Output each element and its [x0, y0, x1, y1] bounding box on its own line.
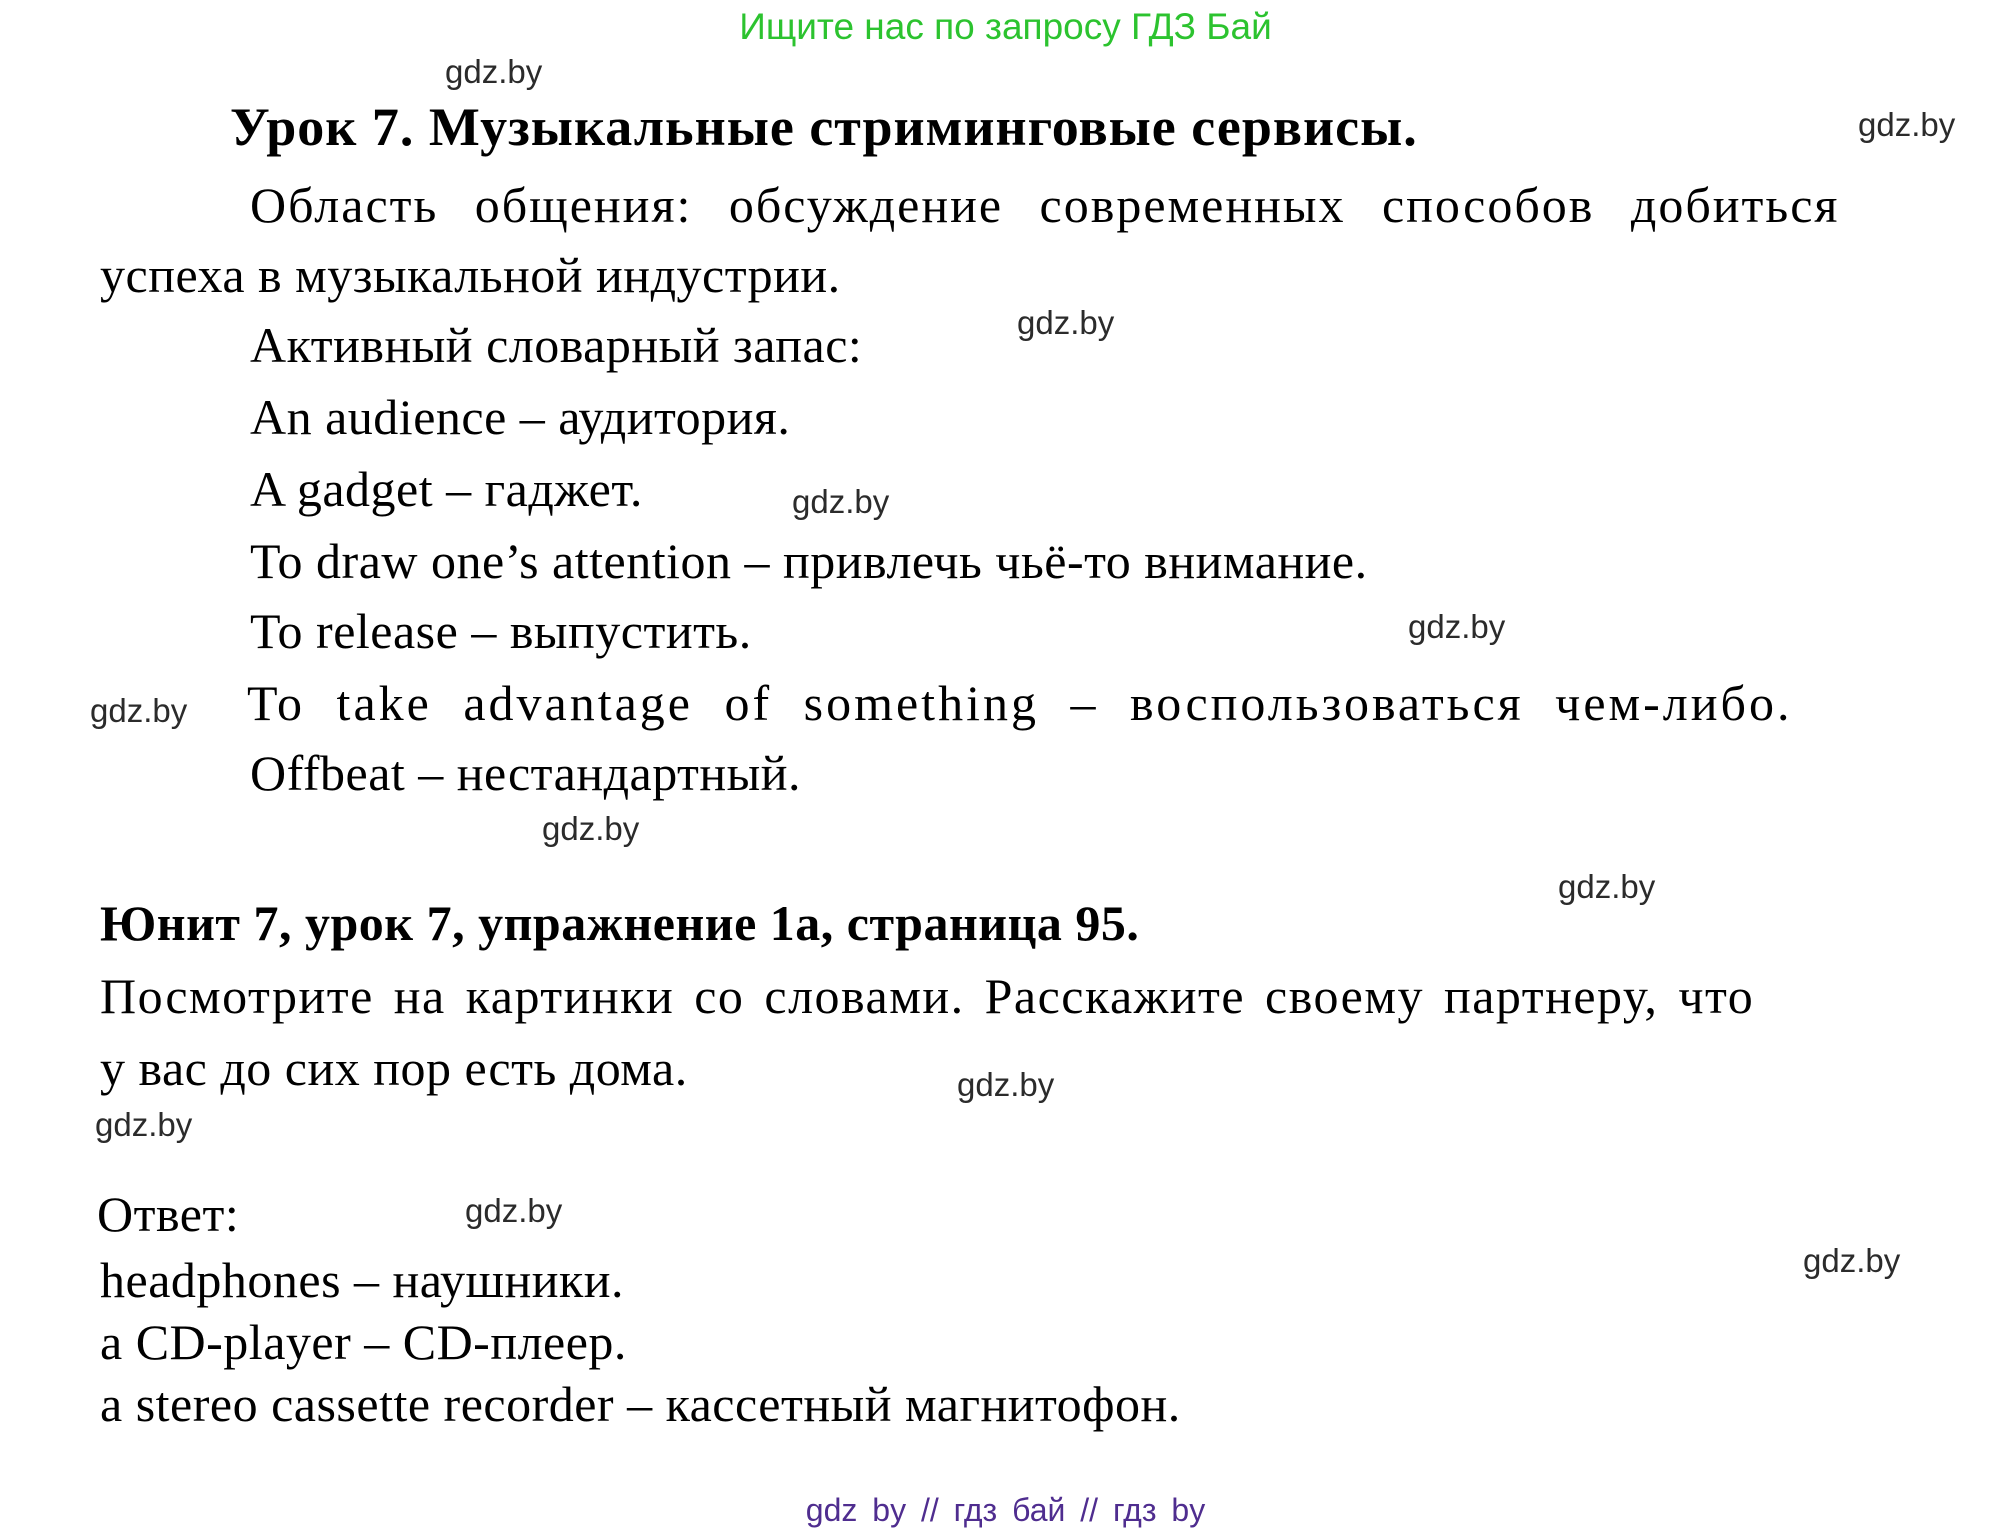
lesson-intro-line-2: успеха в музыкальной индустрии. [100, 247, 841, 303]
search-promo-banner: Ищите нас по запросу ГДЗ Бай [739, 6, 1272, 47]
vocab-line: Offbeat – нестандартный. [250, 745, 802, 801]
gdz-watermark: gdz.by [465, 1192, 563, 1229]
vocab-line: A gadget – гаджет. [250, 461, 643, 517]
gdz-watermark: gdz.by [1558, 868, 1656, 905]
answer-label: Ответ: [97, 1186, 240, 1242]
gdz-watermark: gdz.by [1408, 608, 1506, 645]
gdz-watermark: gdz.by [542, 810, 640, 847]
answer-line: a stereo cassette recorder – кассетный магнитофон. [100, 1376, 1181, 1432]
lesson-title: Урок 7. Музыкальные стриминговые сервисы. [230, 97, 1418, 157]
gdz-watermark: gdz.by [90, 692, 188, 729]
gdz-watermark: gdz.by [445, 53, 543, 90]
gdz-watermark: gdz.by [957, 1066, 1055, 1103]
answer-line: a CD-player – CD-плеер. [100, 1314, 627, 1370]
task-line-1: Посмотрите на картинки со словами. Расскажите своему партнеру, что [100, 968, 1755, 1024]
gdz-footer-links: gdz by // гдз бай // гдз by [805, 1492, 1206, 1528]
vocab-line: To take advantage of something – воспользоваться чем-либо. [247, 675, 1793, 731]
vocab-line: An audience – аудитория. [250, 389, 791, 445]
answer-line: headphones – наушники. [100, 1252, 625, 1308]
exercise-heading: Юнит 7, урок 7, упражнение 1a, страница 95. [100, 895, 1140, 951]
gdz-watermark: gdz.by [1017, 304, 1115, 341]
gdz-watermark: gdz.by [1803, 1242, 1901, 1279]
gdz-watermark: gdz.by [792, 483, 890, 520]
vocab-line: To draw one’s attention – привлечь чьё-то внимание. [250, 533, 1368, 589]
vocab-line: To release – выпустить. [250, 603, 752, 659]
vocab-header: Активный словарный запас: [250, 317, 863, 373]
lesson-intro-line-1: Область общения: обсуждение современных способов добиться [250, 177, 1840, 233]
task-line-2: у вас до сих пор есть дома. [100, 1040, 688, 1096]
gdz-watermark: gdz.by [1858, 106, 1956, 143]
gdz-watermark: gdz.by [95, 1106, 193, 1143]
